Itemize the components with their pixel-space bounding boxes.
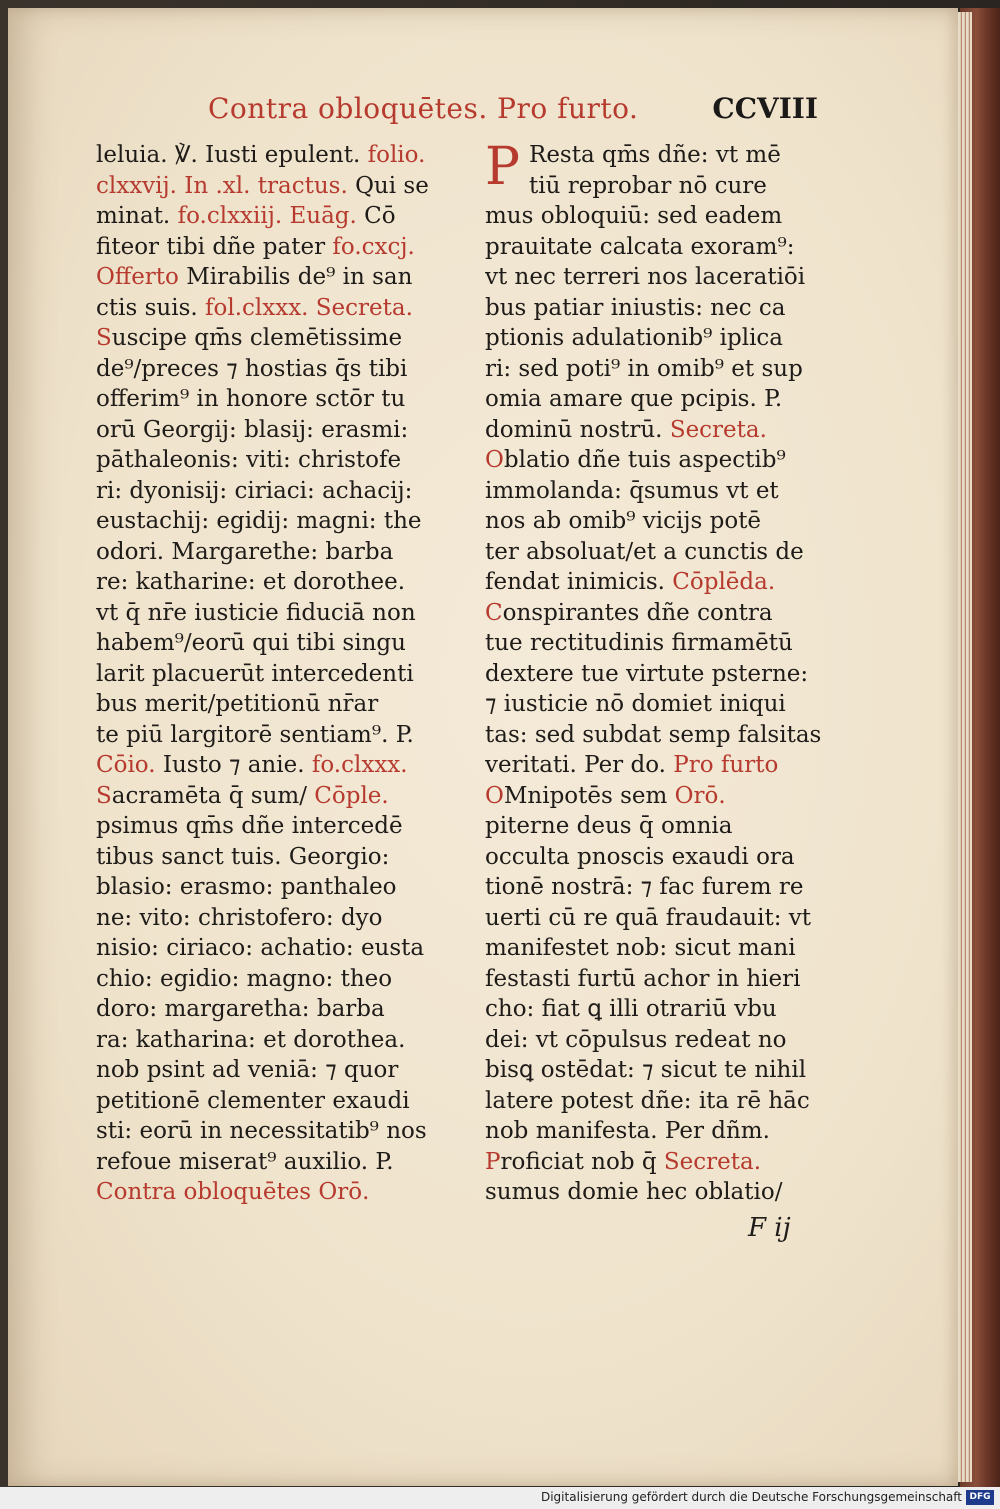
text-segment: tue rectitudinis firmamētū [485, 630, 793, 656]
text-line [96, 445, 441, 476]
text-line [485, 323, 830, 354]
text-line [485, 598, 830, 629]
text-segment: manifestet nob: sicut mani [485, 935, 796, 961]
text-line [485, 689, 830, 720]
text-segment: sti: eorū in necessitatib⁹ nos [96, 1118, 427, 1144]
text-segment: roficiat nob q̄ [500, 1148, 664, 1175]
text-segment: tionē nostrā: ⁊ fac furem re [485, 874, 804, 900]
rubric-segment: Cōio. [96, 752, 156, 778]
text-segment: nob psint ad veniā: ⁊ quor [96, 1057, 399, 1083]
text-segment: fendat inimicis. [485, 569, 673, 595]
rubric-segment: Contra obloquētes Orō. [96, 1179, 370, 1205]
text-segment: chio: egidio: magno: theo [96, 965, 393, 992]
text-line [96, 232, 441, 263]
text-segment: nisio: ciriaco: achatio: eusta [96, 935, 425, 961]
text-segment: ptionis adulationib⁹ iplica [485, 325, 784, 351]
dfg-logo: DFG [966, 1490, 994, 1505]
text-segment: prauitate calcata exoram⁹: [485, 233, 795, 260]
book-page [8, 8, 958, 1486]
text-segment: bisꝗ ostēdat: ⁊ sicut te nihil [485, 1057, 807, 1083]
text-line [485, 933, 830, 964]
text-segment: ne: vito: christofero: dyo [96, 904, 383, 931]
text-segment: occulta pnoscis exaudi ora [485, 843, 795, 870]
text-segment: de⁹/preces ⁊ hostias q̄s tibi [96, 355, 408, 382]
rubric-segment: Orō. [674, 782, 726, 809]
text-segment: bus patiar iniustis: nec ca [485, 294, 786, 321]
text-line [96, 537, 441, 568]
text-segment: festasti furtū achor in hieri [485, 965, 801, 992]
text-line [96, 964, 441, 995]
rubric-segment: Secreta. [663, 1148, 762, 1175]
text-line [485, 384, 830, 415]
text-line [96, 354, 441, 385]
text-segment: ra: katharina: et dorothea. [96, 1026, 406, 1053]
text-line [485, 903, 830, 934]
text-line [485, 354, 830, 385]
funding-credit: Digitalisierung gefördert durch die Deutsche Forschungsgemeinschaft [540, 1490, 962, 1504]
text-segment: ter absoluat/et a cunctis de [485, 538, 804, 565]
text-segment: immolanda: q̄sumus vt et [485, 477, 779, 504]
left-text-column [96, 140, 441, 1208]
text-line [96, 598, 441, 629]
text-line [485, 415, 830, 446]
text-segment: re: katharine: et dorothee. [96, 569, 406, 595]
rubric-segment: O [485, 782, 504, 809]
text-line [96, 1116, 441, 1147]
rubric-segment: Pro furto [673, 752, 779, 778]
text-line [96, 659, 441, 690]
text-segment: eustachij: egidij: magni: the [96, 508, 422, 534]
text-line [96, 750, 441, 781]
text-line [485, 994, 830, 1025]
text-line [96, 689, 441, 720]
text-line [485, 201, 830, 232]
text-line [96, 384, 441, 415]
text-segment: doro: margaretha: barba [96, 996, 385, 1022]
decorated-initial: P [485, 137, 520, 197]
rubric-segment: clxxvij. In .xl. tractus. [96, 172, 348, 199]
text-line [485, 811, 830, 842]
text-line [96, 781, 441, 812]
rubric-segment: S [96, 782, 112, 809]
text-line [485, 1025, 830, 1056]
text-segment: ⁊ iusticie nō domiet iniqui [485, 691, 786, 717]
text-line [96, 567, 441, 598]
text-segment: Cō [356, 203, 396, 229]
text-segment: fiteor tibi dñe pater [96, 233, 333, 260]
text-line [96, 903, 441, 934]
text-segment: ri: dyonisij: ciriaci: achacij: [96, 477, 413, 504]
text-segment: vt nec terreri nos laceratiōi [485, 264, 806, 290]
text-segment: onspirantes dñe contra [502, 599, 773, 626]
rubric-segment: Cōple. [314, 782, 389, 809]
text-segment: ri: sed poti⁹ in omib⁹ et sup [485, 355, 803, 382]
text-line [96, 994, 441, 1025]
text-segment: uscipe qm̄s clemētissime [111, 325, 403, 351]
text-segment: tibus sanct tuis. Georgio: [96, 843, 390, 870]
text-segment: orū Georgij: blasij: erasmi: [96, 416, 409, 443]
text-segment: dei: vt cōpulsus redeat no [485, 1026, 787, 1053]
text-line [529, 171, 830, 202]
text-segment: psimus qm̄s dñe intercedē [96, 813, 403, 839]
text-line [485, 232, 830, 263]
right-text-column [485, 137, 830, 1208]
text-line [96, 842, 441, 873]
text-line [96, 1025, 441, 1056]
text-line [485, 293, 830, 324]
running-title: Contra obloquētes. Pro furto. [208, 92, 639, 125]
text-line [485, 964, 830, 995]
text-line [96, 811, 441, 842]
rubric-segment: fo.cxcj. [332, 233, 415, 260]
text-line [485, 537, 830, 568]
text-segment: larit placuerūt intercedenti [96, 660, 414, 687]
text-segment: bus merit/petitionū nr̄ar [96, 691, 379, 717]
text-line [96, 872, 441, 903]
text-segment: latere potest dñe: ita rē hāc [485, 1087, 810, 1114]
text-line [96, 140, 441, 171]
text-line [485, 659, 830, 690]
text-segment: petitionē clementer exaudi [96, 1087, 410, 1114]
rubric-segment: fo.clxxiij. Euāg. [177, 203, 357, 229]
text-segment: veritati. Per do. [485, 752, 674, 778]
text-line [485, 1055, 830, 1086]
text-line [485, 567, 830, 598]
text-segment: te piū largitorē sentiam⁹. P. [96, 721, 414, 748]
text-segment: dominū nostrū. [485, 416, 670, 443]
text-segment: blasio: erasmo: panthaleo [96, 874, 397, 900]
text-segment: nob manifesta. Per dñm. [485, 1118, 770, 1144]
text-line [96, 1177, 441, 1208]
text-segment: habem⁹/eorū qui tibi singu [96, 630, 406, 656]
text-line [485, 628, 830, 659]
rubric-segment: folio. [367, 142, 426, 168]
text-line [96, 933, 441, 964]
text-segment: ctis suis. [96, 294, 205, 321]
folio-number: CCVIII [712, 92, 818, 125]
text-line [485, 262, 830, 293]
text-line [96, 506, 441, 537]
text-line [485, 781, 830, 812]
text-line [96, 1086, 441, 1117]
text-segment: Resta qm̄s dñe: vt mē [529, 142, 781, 168]
text-line [96, 415, 441, 446]
text-segment: leluia. ℣. Iusti epulent. [96, 142, 368, 168]
text-segment: nos ab omib⁹ vicijs potē [485, 508, 762, 534]
text-line [485, 506, 830, 537]
text-segment: piterne deus q̄ omnia [485, 813, 733, 839]
text-line [485, 476, 830, 507]
text-segment: omia amare que pcipis. P. [485, 386, 783, 412]
text-segment: uerti cū re quā fraudauit: vt [485, 904, 811, 931]
text-line [96, 262, 441, 293]
text-segment: refoue miserat⁹ auxilio. P. [96, 1148, 394, 1175]
rubric-segment: Cōplēda. [672, 569, 776, 595]
text-line [96, 323, 441, 354]
text-line [485, 1086, 830, 1117]
rubric-segment: Secreta. [669, 416, 767, 443]
text-line [485, 872, 830, 903]
text-segment: tas: sed subdat semp falsitas [485, 721, 822, 748]
text-segment: dextere tue virtute psterne: [485, 660, 809, 687]
rubric-segment: O [485, 447, 504, 473]
rubric-segment: S [96, 325, 112, 351]
text-line [485, 842, 830, 873]
text-segment: Iusto ⁊ anie. [155, 752, 312, 778]
text-line [96, 171, 441, 202]
text-line [96, 1147, 441, 1178]
text-segment: tiū reprobar nō cure [529, 172, 767, 199]
text-segment: Qui se [347, 172, 429, 199]
text-segment: minat. [96, 203, 178, 229]
text-segment: offerim⁹ in honore sctōr tu [96, 386, 406, 412]
text-segment: mus obloquiū: sed eadem [485, 203, 783, 229]
text-segment: cho: fiat ꝗ illi otrariū vbu [485, 996, 777, 1022]
rubric-segment: fol.clxxx. Secreta. [205, 294, 413, 321]
rubric-segment: P [485, 1148, 501, 1175]
text-line [485, 445, 830, 476]
text-line [96, 201, 441, 232]
text-segment: blatio dñe tuis aspectib⁹ [503, 447, 786, 473]
text-segment: Mnipotēs sem [503, 782, 675, 809]
text-line [485, 1147, 830, 1178]
text-line [485, 1177, 830, 1208]
text-line [96, 1055, 441, 1086]
page-header [208, 92, 818, 132]
text-segment: Mirabilis de⁹ in san [178, 264, 413, 290]
text-line [96, 476, 441, 507]
text-segment: odori. Margarethe: barba [96, 538, 394, 565]
text-segment: acramēta q̄ sum/ [111, 782, 315, 809]
rubric-segment: C [485, 599, 503, 626]
text-segment: vt q̄ nr̄e iusticie fiduciā non [96, 599, 416, 626]
text-segment: sumus domie hec oblatio/ [485, 1179, 783, 1205]
rubric-segment: fo.clxxx. [311, 752, 408, 778]
text-line [485, 1116, 830, 1147]
text-line [96, 293, 441, 324]
rubric-segment: Offerto [96, 264, 179, 290]
footer-bar [0, 1487, 1000, 1509]
text-segment: pāthaleonis: viti: christofe [96, 447, 402, 473]
text-line [96, 720, 441, 751]
text-line [485, 720, 830, 751]
text-line [96, 628, 441, 659]
text-line [485, 750, 830, 781]
signature-mark: F ij [748, 1213, 791, 1243]
